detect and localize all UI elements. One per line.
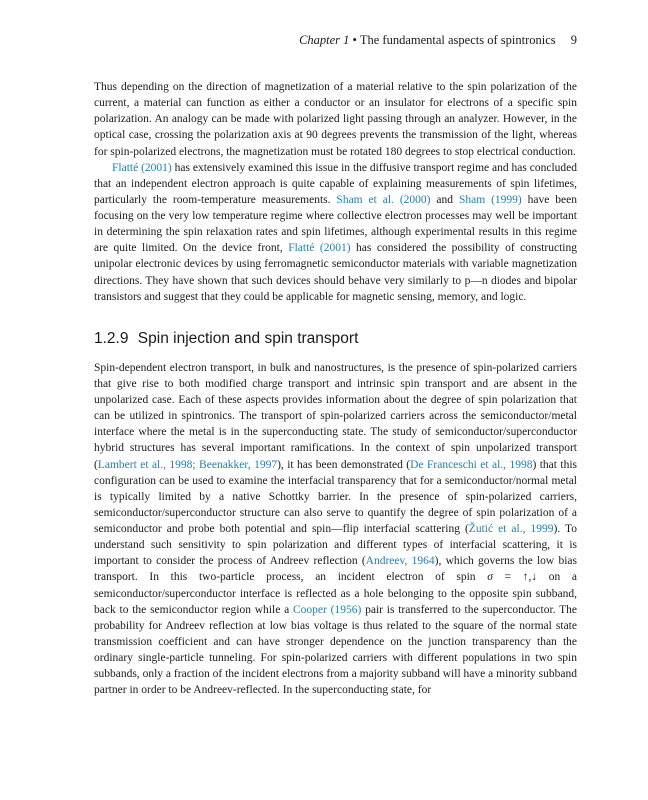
- paragraph-text: ), it has been demonstrated (: [277, 458, 411, 471]
- paragraph-text: has considered the possibility of constructing unipolar electronic devices by using ferromagnetic semiconductor materials with variable magnetization directions. They have shown that such devices should behave very similarly to p—n diodes and bipolar transistors and suggest that they could be applicable for magnetic sensing, memory, and logic.: [94, 242, 578, 303]
- chapter-label: Chapter 1: [299, 33, 350, 47]
- citation-link[interactable]: Andreev, 1964: [365, 555, 435, 568]
- paragraph-text: and: [430, 193, 459, 206]
- paragraph-1: Thus depending on the direction of magnetization of a material relative to the spin polarization of the current, a material can function as either a conductor or an insulator for electrons of a specific spin polarization. An analogy can be made with polarized light passing through an analyzer. However, in the optical case, crossing the polarization axis at 90 degrees prevents the transmission of the light, whereas for spin-polarized electrons, the magnetization must be rotated 180 degrees to stop electrical conduction.: [94, 81, 577, 158]
- header-bullet: •: [352, 33, 357, 47]
- citation-link[interactable]: Sham (1999): [458, 193, 522, 206]
- section-title: Spin injection and spin transport: [137, 329, 359, 347]
- paragraph-text: = ↑,↓ on a semiconductor/superconductor interface is reflected as a hole belonging to the opposite spin subband, back to the semiconductor region while a: [94, 571, 577, 616]
- citation-link[interactable]: Cooper (1956): [292, 603, 362, 616]
- citation-link[interactable]: Flatté (2001): [288, 242, 351, 255]
- sigma-symbol: σ: [487, 571, 493, 584]
- section-heading: [94, 329, 577, 349]
- paragraph-text: ), which governs the low bias transport. In this two-particle process, an incident electron of spin: [94, 555, 577, 584]
- page-number: 9: [570, 33, 577, 47]
- citation-link[interactable]: De Franceschi et al., 1998: [410, 458, 533, 471]
- paragraph-text: Spin-dependent electron transport, in bulk and nanostructures, is the presence of spin-polarized carriers that give rise to both modified charge transport and intrinsic spin transport and are absent in the unpolarized case. Each of these aspects provides information about the degree of spin polarization that can be utilized in spintronics. The transport of spin-polarized carriers across the semiconductor/metal interface where the metal is in the superconducting state. The study of semiconductor/superconductor hybrid structures has several important ramifications. In the context of spin unpolarized transport (: [94, 361, 577, 471]
- paragraph-text: ). To understand such sensitivity to spin polarization and different types of interfacial scattering, it is important to consider the process of Andreev reflection (: [94, 523, 577, 568]
- body-text: [94, 79, 577, 698]
- section-number: 1.2.9: [94, 329, 129, 347]
- paragraph-text: have been focusing on the very low temperature regime where collective electron processes may well be important in determining the spin relaxation rates and spin lifetimes, although experimental results in this regime are quite limited. On the device front,: [94, 193, 578, 255]
- citation-link[interactable]: Flatté (2001): [112, 161, 172, 174]
- citation-link[interactable]: Sham et al. (2000): [336, 193, 431, 206]
- paragraph-text: ) that this configuration can be used to examine the interfacial transparency that for a semiconductor/normal metal is typically limited by a native Schottky barrier. In the presence of spin-polarized carriers, semiconductor/superconductor structure can also serve to quantify the degree of spin polarization of a semiconductor and probe both potential and spin—flip interfacial scattering (: [94, 458, 578, 535]
- running-header: [299, 33, 577, 48]
- paragraph-3: [94, 360, 577, 699]
- citation-link[interactable]: Lambert et al., 1998; Beenakker, 1997: [97, 458, 278, 471]
- paragraph-text: pair is transferred to the superconductor. The probability for Andreev reflection at low bias voltage is thus related to the square of the normal state transmission coefficient and can have stronger dependence on the junction transparency than the ordinary single-particle tunneling. For spin-polarized carriers with different populations in two spin subbands, only a fraction of the incident electrons from a majority subband will have a minority subband partner in order to be Andreev-reflected. In the superconducting state, for: [94, 603, 577, 697]
- paragraph-text: has extensively examined this issue in the diffusive transport regime and has concluded that an independent electron approach is quite capable of explaining measurements of spin lifetimes, particularly the room-temperature measurements.: [94, 161, 577, 206]
- paragraph-2: [94, 160, 577, 305]
- citation-link[interactable]: Žutić et al., 1999: [468, 523, 554, 535]
- chapter-title: The fundamental aspects of spintronics: [359, 33, 556, 47]
